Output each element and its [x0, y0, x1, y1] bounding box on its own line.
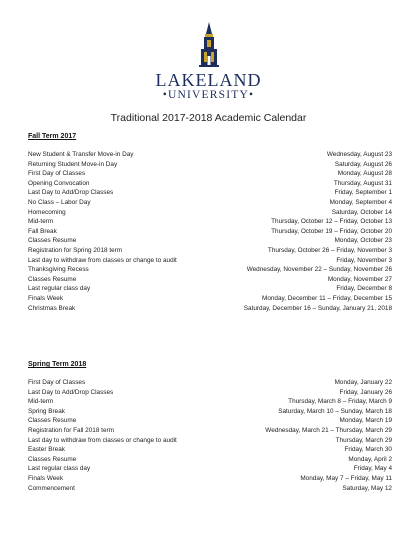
- calendar-row: [28, 436, 392, 446]
- event-label: Last Day to Add/Drop Classes: [28, 388, 114, 396]
- event-date: Saturday, December 16 – Sunday, January 21, 2018: [243, 304, 392, 312]
- event-date: Friday, March 30: [344, 446, 392, 454]
- event-label: Last regular class day: [28, 285, 91, 293]
- event-date: Friday, December 8: [336, 285, 392, 293]
- fall-term-events: [28, 150, 392, 313]
- calendar-row: [28, 265, 392, 275]
- event-label: No Class – Labor Day: [28, 198, 91, 206]
- event-date: Saturday, May 12: [342, 484, 392, 492]
- calendar-row: [28, 284, 392, 294]
- calendar-row: [28, 217, 392, 227]
- calendar-row: [28, 198, 392, 208]
- calendar-row: [28, 397, 392, 407]
- calendar-row: [28, 169, 392, 179]
- calendar-row: [28, 445, 392, 455]
- event-date: Wednesday, August 23: [326, 151, 392, 158]
- event-label: Registration for Fall 2018 term: [28, 426, 114, 434]
- calendar-row: [28, 388, 392, 398]
- event-label: Spring Break: [28, 407, 65, 415]
- event-date: Wednesday, March 21 – Thursday, March 29: [265, 426, 392, 434]
- calendar-row: [28, 378, 392, 388]
- calendar-row: [28, 294, 392, 304]
- event-label: Classes Resume: [28, 417, 77, 425]
- event-label: Classes Resume: [28, 237, 77, 245]
- event-label: First Day of Classes: [28, 170, 86, 178]
- event-date: Monday, March 19: [339, 417, 392, 425]
- event-date: Monday, April 2: [348, 455, 392, 463]
- university-logo: [0, 22, 417, 101]
- event-date: Thursday, October 12 – Friday, October 13: [271, 218, 392, 226]
- event-label: Returning Student Move-in Day: [28, 160, 118, 168]
- tower-icon: [198, 22, 220, 68]
- event-label: Last regular class day: [28, 465, 91, 473]
- calendar-row: [28, 227, 392, 237]
- fall-term-title: Fall Term 2017: [28, 133, 77, 140]
- event-label: Last day to withdraw from classes or change to audit: [28, 436, 177, 444]
- event-date: Friday, January 26: [339, 388, 392, 396]
- event-label: Last Day to Add/Drop Classes: [28, 189, 114, 197]
- calendar-row: [28, 150, 392, 160]
- event-label: Classes Resume: [28, 455, 77, 463]
- event-date: Saturday, October 14: [331, 208, 392, 216]
- event-date: Saturday, August 26: [334, 160, 392, 168]
- event-date: Friday, May 4: [353, 465, 392, 473]
- event-date: Monday, August 28: [337, 170, 392, 178]
- event-date: Wednesday, November 22 – Sunday, November 26: [246, 266, 392, 274]
- event-label: Classes Resume: [28, 275, 77, 283]
- spring-term-section: [28, 360, 392, 493]
- brand-subtitle: •UNIVERSITY•: [162, 89, 255, 101]
- calendar-row: [28, 304, 392, 314]
- calendar-row: [28, 407, 392, 417]
- event-date: Monday, December 11 – Friday, December 15: [262, 294, 392, 302]
- event-date: Thursday, October 26 – Friday, November 3: [267, 246, 392, 254]
- calendar-row: [28, 416, 392, 426]
- event-label: Thanksgiving Recess: [28, 266, 89, 274]
- calendar-row: [28, 474, 392, 484]
- event-date: Friday, September 1: [334, 189, 392, 197]
- event-label: Finals Week: [28, 474, 64, 482]
- event-date: Thursday, October 19 – Friday, October 20: [271, 227, 392, 235]
- brand-name: LAKELAND: [155, 70, 262, 90]
- event-date: Saturday, March 10 – Sunday, March 18: [278, 407, 392, 415]
- document-title: Traditional 2017-2018 Academic Calendar: [110, 112, 307, 124]
- event-label: Christmas Break: [28, 304, 76, 312]
- spring-term-events: [28, 378, 392, 493]
- event-date: Thursday, August 31: [333, 179, 392, 187]
- calendar-row: [28, 160, 392, 170]
- event-label: Mid-term: [28, 398, 54, 406]
- calendar-row: [28, 179, 392, 189]
- event-label: Opening Convocation: [28, 179, 90, 187]
- event-label: Last day to withdraw from classes or change to audit: [28, 256, 177, 264]
- event-date: Monday, November 27: [327, 275, 392, 283]
- calendar-row: [28, 256, 392, 266]
- event-date: Thursday, March 29: [335, 436, 392, 444]
- calendar-row: [28, 275, 392, 285]
- event-label: Finals Week: [28, 294, 64, 302]
- event-label: Mid-term: [28, 218, 54, 226]
- calendar-row: [28, 464, 392, 474]
- event-date: Monday, October 23: [334, 237, 392, 245]
- event-label: Homecoming: [28, 208, 66, 216]
- event-date: Friday, November 3: [336, 256, 392, 264]
- fall-term-section: [28, 132, 392, 313]
- calendar-row: [28, 455, 392, 465]
- calendar-row: [28, 236, 392, 246]
- event-date: Thursday, March 8 – Friday, March 9: [288, 398, 392, 406]
- calendar-row: [28, 188, 392, 198]
- event-label: Registration for Spring 2018 term: [28, 246, 123, 254]
- event-date: Monday, January 22: [334, 379, 392, 386]
- event-label: New Student & Transfer Move-in Day: [28, 151, 134, 158]
- event-label: Fall Break: [28, 227, 57, 235]
- event-date: Monday, May 7 – Friday, May 11: [300, 474, 392, 482]
- spring-term-title: Spring Term 2018: [28, 361, 87, 368]
- calendar-row: [28, 484, 392, 494]
- calendar-row: [28, 208, 392, 218]
- event-label: First Day of Classes: [28, 379, 86, 386]
- event-label: Easter Break: [28, 446, 65, 454]
- calendar-row: [28, 426, 392, 436]
- event-date: Monday, September 4: [329, 198, 392, 206]
- event-label: Commencement: [28, 484, 75, 492]
- calendar-row: [28, 246, 392, 256]
